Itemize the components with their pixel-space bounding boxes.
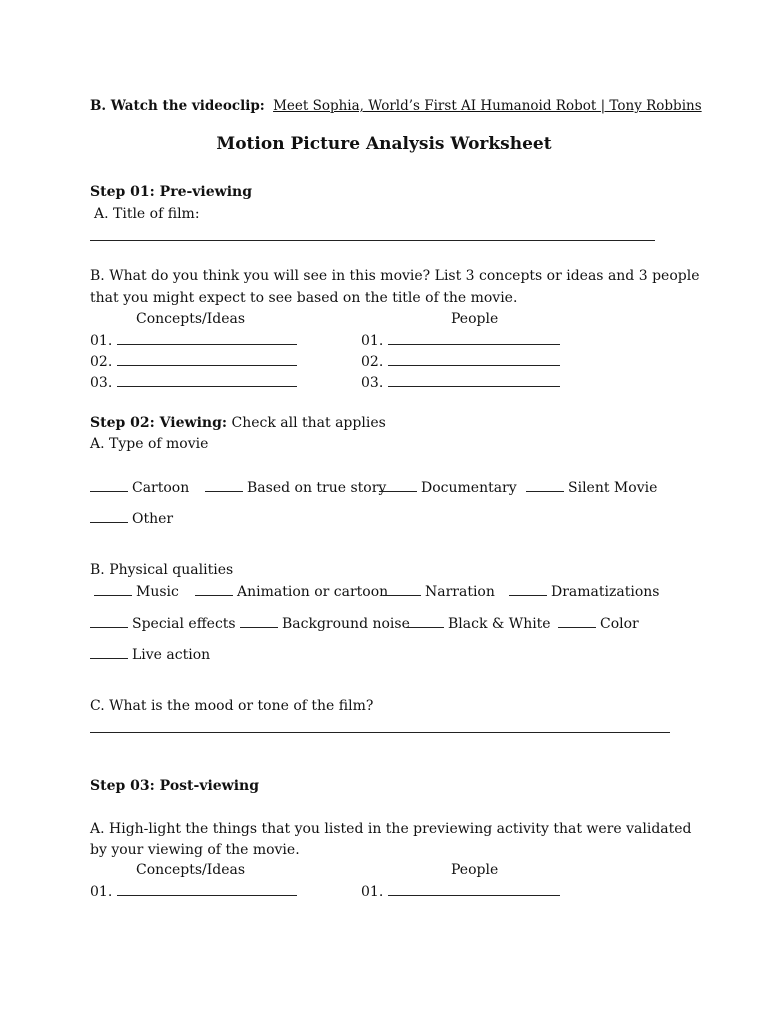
post-people-1-line[interactable] xyxy=(388,881,560,896)
movie-type-label: A. Type of movie xyxy=(90,436,209,452)
concept-row-3: 03. xyxy=(90,372,297,393)
checkbox-special-effects[interactable]: Special effects xyxy=(90,613,236,634)
checkbox-music[interactable]: Music xyxy=(94,581,179,602)
videoclip-link[interactable]: Meet Sophia, World’s First AI Humanoid Robot | Tony Robbins xyxy=(273,98,702,114)
title-prompt: A. Title of film: xyxy=(94,206,200,222)
people-2-line[interactable] xyxy=(388,351,560,366)
post-concepts-column-header: Concepts/Ideas xyxy=(136,862,246,878)
checkbox-animation-or-cartoon[interactable]: Animation or cartoon xyxy=(195,581,388,602)
people-row-1: 01. xyxy=(361,330,560,351)
mood-answer-line[interactable] xyxy=(90,718,670,733)
people-1-line[interactable] xyxy=(388,330,560,345)
physical-qualities-label: B. Physical qualities xyxy=(90,562,234,578)
step1-heading: Step 01: Pre-viewing xyxy=(90,184,252,200)
checkbox-cartoon[interactable]: Cartoon xyxy=(90,477,189,498)
checkbox-black-and-white[interactable]: Black & White xyxy=(406,613,551,634)
step3-heading: Step 03: Post-viewing xyxy=(90,778,260,794)
checkbox-silent-movie[interactable]: Silent Movie xyxy=(526,477,657,498)
checkbox-dramatizations[interactable]: Dramatizations xyxy=(509,581,659,602)
checkbox-documentary[interactable]: Documentary xyxy=(379,477,517,498)
concept-row-1: 01. xyxy=(90,330,297,351)
concept-2-line[interactable] xyxy=(117,351,297,366)
mood-question: C. What is the mood or tone of the film? xyxy=(90,698,374,714)
people-column-header: People xyxy=(451,311,499,327)
post-people-column-header: People xyxy=(451,862,499,878)
step1-question-b: B. What do you think you will see in this movie? List 3 concepts or ideas and 3 people xyxy=(90,268,700,284)
checkbox-color[interactable]: Color xyxy=(558,613,639,634)
page-title: Motion Picture Analysis Worksheet xyxy=(216,134,552,154)
concept-3-line[interactable] xyxy=(117,372,297,387)
concept-row-2: 02. xyxy=(90,351,297,372)
post-concept-row-1: 01. xyxy=(90,881,297,902)
checkbox-live-action[interactable]: Live action xyxy=(90,644,210,665)
checkbox-narration[interactable]: Narration xyxy=(383,581,495,602)
step3-question-a-cont: by your viewing of the movie. xyxy=(90,842,300,858)
concept-1-line[interactable] xyxy=(117,330,297,345)
videoclip-label: B. Watch the videoclip: xyxy=(90,98,265,114)
concepts-column-header: Concepts/Ideas xyxy=(136,311,246,327)
step2-heading: Step 02: Viewing: Check all that applies xyxy=(90,415,386,431)
checkbox-background-noise[interactable]: Background noise xyxy=(240,613,410,634)
people-3-line[interactable] xyxy=(388,372,560,387)
people-row-2: 02. xyxy=(361,351,560,372)
checkbox-other[interactable]: Other xyxy=(90,508,173,529)
videoclip-line xyxy=(90,96,702,116)
post-concept-1-line[interactable] xyxy=(117,881,297,896)
people-row-3: 03. xyxy=(361,372,560,393)
step1-question-b-cont: that you might expect to see based on the title of the movie. xyxy=(90,290,518,306)
step3-question-a: A. High-light the things that you listed in the previewing activity that were validated xyxy=(90,821,692,837)
title-answer-line[interactable] xyxy=(90,226,655,241)
post-people-row-1: 01. xyxy=(361,881,560,902)
checkbox-based-on-true-story[interactable]: Based on true story xyxy=(205,477,386,498)
